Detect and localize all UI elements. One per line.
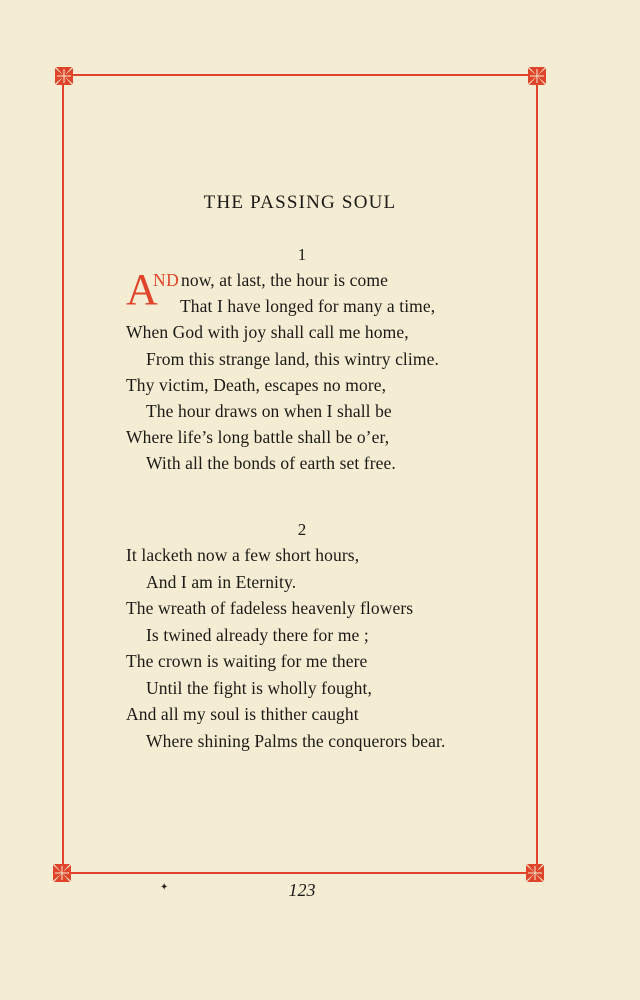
maltese-cross-icon (52, 64, 76, 88)
verse-line: From this strange land, this wintry clime. (146, 349, 439, 369)
verse-line: And all my soul is thither caught (126, 704, 359, 724)
verse-line: It lacketh now a few short hours, (126, 545, 360, 565)
verse-line: That I have longed for many a time, (180, 296, 436, 316)
verse-line: And I am in Eternity. (146, 572, 297, 592)
border-top (63, 74, 537, 76)
verse-line: With all the bonds of earth set free. (146, 453, 396, 473)
maltese-cross-icon (525, 64, 549, 88)
verse-line: When God with joy shall call me home, (126, 322, 409, 342)
verse-line: Where shining Palms the conquerors bear. (146, 731, 446, 751)
verse-line: Thy victim, Death, escapes no more, (126, 375, 387, 395)
stanza-number: 1 (297, 245, 307, 264)
verse-line: The hour draws on when I shall be (146, 401, 392, 421)
poem-title: THE PASSING SOUL (203, 192, 397, 213)
stanza-number: 2 (297, 520, 307, 539)
printer-mark-icon: ✦ (160, 882, 169, 893)
drop-cap-small-caps: ND (153, 270, 180, 290)
verse-line: Where life’s long battle shall be o’er, (126, 427, 390, 447)
verse-line: Until the fight is wholly fought, (146, 678, 372, 698)
verse-line: Is twined already there for me ; (146, 625, 369, 645)
verse-line: The wreath of fadeless heavenly flowers (126, 598, 414, 618)
verse-line: now, at last, the hour is come (181, 270, 388, 290)
border-bottom (63, 872, 535, 874)
page-number: 123 (288, 880, 316, 900)
drop-cap: A (126, 265, 158, 314)
verse-line: The crown is waiting for me there (126, 651, 368, 671)
